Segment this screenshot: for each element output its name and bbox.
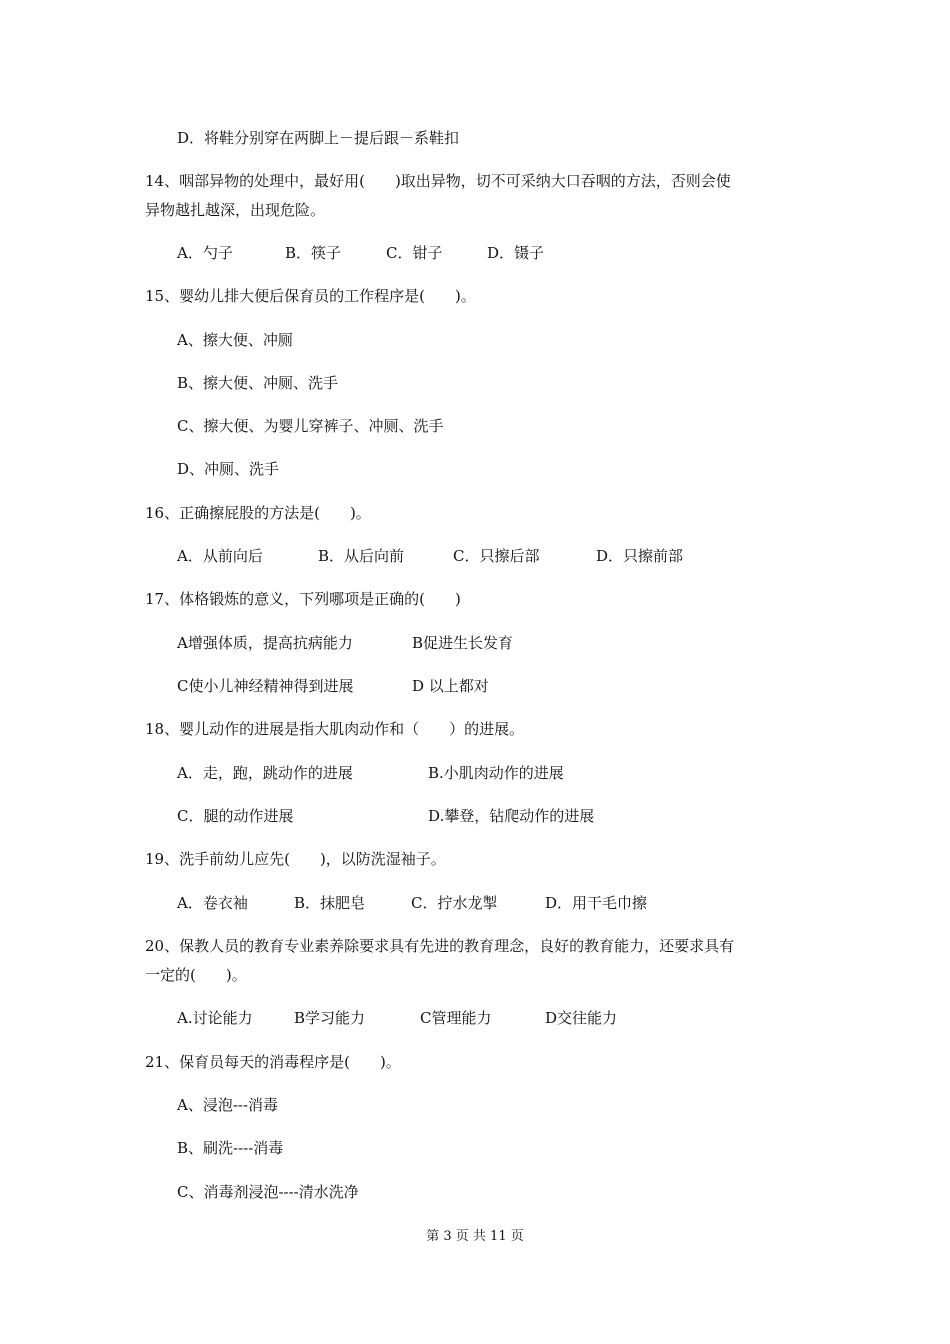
question-15-text: 15、婴幼儿排大便后保育员的工作程序是( )。 [145,287,476,305]
option-c: C．拧水龙掣 [411,894,498,912]
question-21-option-b: B、刷洗----消毒 [177,1139,284,1157]
option-b: B．筷子 [285,244,342,262]
question-15-option-d: D、冲厕、洗手 [177,460,280,478]
option-c: C．腿的动作进展 [177,807,294,825]
option-a: A.讨论能力 [177,1009,253,1027]
option-a: A．走，跑，跳动作的进展 [177,764,353,782]
option-d: D交往能力 [545,1009,618,1027]
page-footer: 第 3 页 共 11 页 [426,1229,524,1244]
question-18-text: 18、婴儿动作的进展是指大肌肉动作和（ ）的进展。 [145,720,525,738]
option-c: C使小儿神经精神得到进展 [177,677,354,695]
question-17-text: 17、体格锻炼的意义，下列哪项是正确的( ) [145,590,461,608]
question-15-option-b: B、擦大便、冲厕、洗手 [177,374,339,392]
option-a: A．勺子 [177,244,233,262]
question-21-option-c: C、消毒剂浸泡----清水洗净 [177,1183,359,1201]
option-d: D．用干毛巾擦 [545,894,648,912]
option-d: D 以上都对 [412,677,489,695]
option-d: D．只擦前部 [596,547,684,565]
question-21-text: 21、保育员每天的消毒程序是( )。 [145,1053,401,1071]
question-20-text-line-1: 20、保教人员的教育专业素养除要求具有先进的教育理念，良好的教育能力，还要求具有 [145,937,735,955]
question-15-option-c: C、擦大便、为婴儿穿裤子、冲厕、洗手 [177,417,444,435]
question-14-text-line-2: 异物越扎越深，出现危险。 [145,201,326,219]
option-b: B促进生长发育 [412,634,514,652]
question-14-text-line-1: 14、咽部异物的处理中，最好用( )取出异物，切不可采纳大口吞咽的方法，否则会使 [145,172,731,190]
option-b: B学习能力 [294,1009,366,1027]
option-a: A．从前向后 [177,547,263,565]
option-b: B．从后向前 [318,547,405,565]
option-c: C．钳子 [386,244,443,262]
option-c: C管理能力 [420,1009,492,1027]
question-21-option-a: A、浸泡---消毒 [177,1096,279,1114]
question-13-option-d: D．将鞋分别穿在两脚上－提后跟－系鞋扣 [177,129,460,147]
question-19-text: 19、洗手前幼儿应先( )，以防洗湿袖子。 [145,850,446,868]
option-a: A．卷衣袖 [177,894,248,912]
option-b: B.小肌肉动作的进展 [428,764,564,782]
option-b: B．抹肥皂 [294,894,366,912]
question-20-text-line-2: 一定的( )。 [145,966,247,984]
option-c: C．只擦后部 [453,547,540,565]
option-a: A增强体质，提高抗病能力 [177,634,353,652]
option-d: D.攀登，钻爬动作的进展 [428,807,595,825]
option-d: D．镊子 [487,244,545,262]
question-15-option-a: A、擦大便、冲厕 [177,331,293,349]
question-16-text: 16、正确擦屁股的方法是( )。 [145,504,371,522]
